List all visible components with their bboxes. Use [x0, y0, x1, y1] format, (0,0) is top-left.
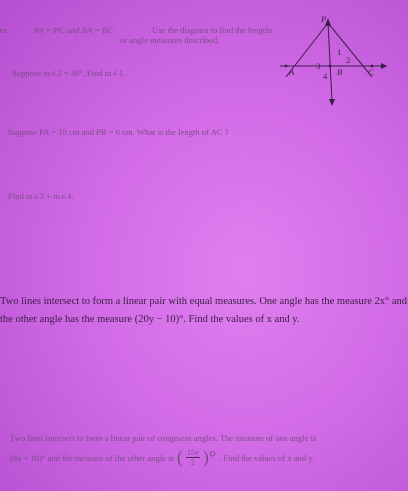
fraction — [186, 448, 200, 467]
label-b: B — [337, 67, 343, 77]
linear-pair-problem-2-text-start: (8x + 10)° and the measure of the other angle is — [10, 452, 174, 463]
label-angle-2: 2 — [346, 55, 351, 65]
point-a — [285, 65, 288, 68]
arrowhead-bottom — [329, 99, 335, 106]
problem-angle-sum: Find m∠3 + m∠4. — [8, 191, 74, 201]
open-paren: ( — [176, 447, 183, 467]
problem-angle-1: Suppose m∠2 = 38°. Find m∠1. — [12, 68, 126, 78]
linear-pair-problem-2-line-2 — [10, 447, 314, 468]
close-paren: )° — [202, 447, 217, 467]
segment-pb-extended — [328, 22, 332, 102]
instruction-line-2: or angle measures described. — [120, 35, 220, 45]
label-p: P — [321, 14, 327, 24]
fraction-denominator: 2 — [190, 458, 195, 467]
linear-pair-problem-2-text-end: . Find the values of x and y. — [219, 452, 315, 463]
instruction-line-1: Use the diagram to find the lengths — [152, 25, 273, 35]
point-b — [329, 65, 332, 68]
given-statement: PA = PC and BA = BC — [34, 25, 113, 35]
fraction-numerator: 15y — [186, 448, 199, 457]
problem-length-ac: Suppose PA = 10 cm and PB = 6 cm. What is the length of AC ? — [8, 127, 229, 137]
label-a: A — [289, 67, 295, 77]
arrowhead-right — [381, 63, 387, 69]
label-c: C — [368, 67, 374, 77]
segment-pc — [328, 23, 372, 77]
linear-pair-problem-1-line-1: Two lines intersect to form a linear pair with equal measures. One angle has the measure 2x° and — [0, 296, 407, 307]
header-prefix: es — [0, 25, 8, 35]
label-angle-4: 4 — [323, 71, 328, 81]
linear-pair-problem-2-line-1: Two lines intersect to form a linear pair of congruent angles. The measure of one angle is — [10, 433, 317, 443]
label-angle-1: 1 — [337, 47, 342, 57]
label-angle-3: 3 — [316, 61, 321, 71]
linear-pair-problem-1-line-2: the other angle has the measure (20y − 10)°. Find the values of x and y. — [0, 314, 300, 325]
